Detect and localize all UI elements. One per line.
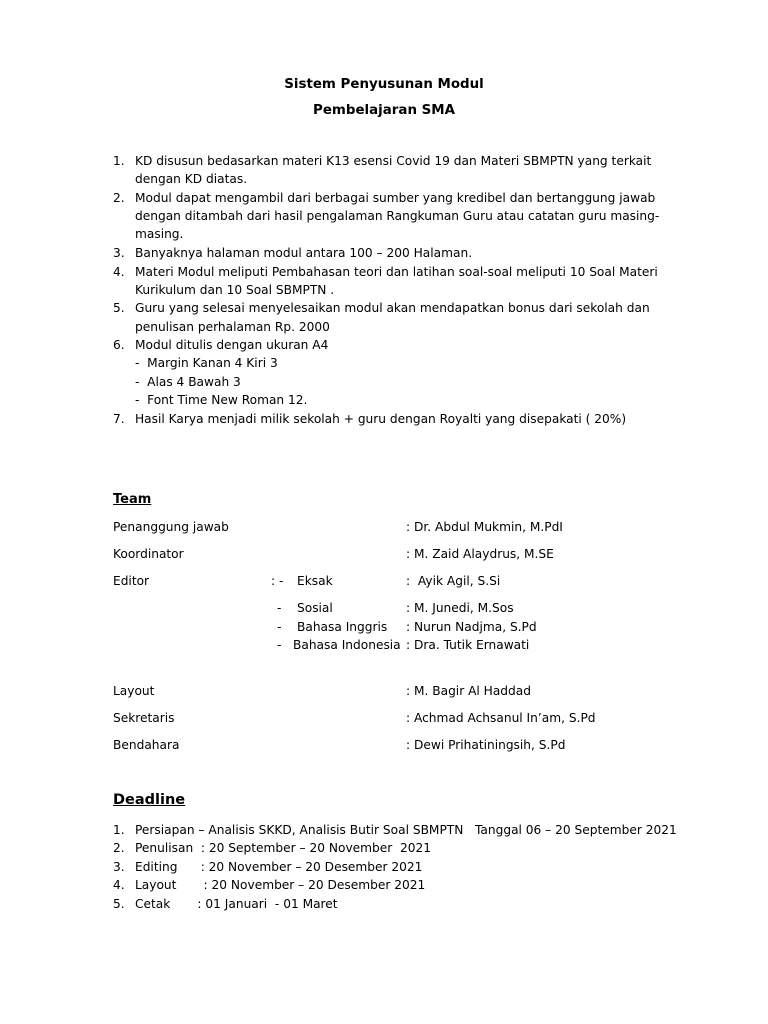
team-value: : M. Zaid Alaydrus, M.SE	[406, 547, 554, 561]
document-title-line-1: Sistem Penyusunan Modul	[284, 77, 484, 92]
deadline-item: Cetak : 01 Januari - 01 Maret	[135, 897, 338, 911]
team-value: : M. Junedi, M.Sos	[406, 601, 514, 615]
team-label: Layout	[113, 684, 155, 698]
deadline-number: 4.	[113, 878, 125, 892]
deadline-number: 3.	[113, 860, 125, 874]
team-value: : Dra. Tutik Ernawati	[406, 638, 530, 652]
deadline-number: 1.	[113, 823, 125, 837]
team-value: : Achmad Achsanul In’am, S.Pd	[406, 711, 596, 725]
rule-number: 6.	[113, 338, 125, 352]
editor-separator: : -	[271, 574, 284, 588]
rule-text: penulisan perhalaman Rp. 2000	[135, 320, 330, 334]
rule-number: 2.	[113, 191, 125, 205]
rule-text: Banyaknya halaman modul antara 100 – 200 Halaman.	[135, 246, 473, 260]
deadline-item: Penulisan : 20 September – 20 November 2021	[135, 841, 432, 855]
rule-text: Modul ditulis dengan ukuran A4	[135, 338, 329, 352]
rule-sub-item: - Margin Kanan 4 Kiri 3	[135, 356, 278, 370]
rule-text: dengan KD diatas.	[135, 172, 248, 186]
team-value: : Dewi Prihatiningsih, S.Pd	[406, 738, 566, 752]
editor-subgroup-dash: -	[277, 601, 282, 615]
team-label: Editor	[113, 574, 150, 588]
deadline-item: Persiapan – Analisis SKKD, Analisis Butir Soal SBMPTN Tanggal 06 – 20 September 2021	[135, 823, 677, 837]
editor-subgroup: Bahasa Inggris	[297, 620, 388, 634]
rule-text: Hasil Karya menjadi milik sekolah + guru dengan Royalti yang disepakati ( 20%)	[135, 412, 627, 426]
rule-text: Materi Modul meliputi Pembahasan teori dan latihan soal-soal meliputi 10 Soal Materi	[135, 265, 658, 279]
team-label: Sekretaris	[113, 711, 175, 725]
team-label: Bendahara	[113, 738, 180, 752]
deadline-number: 5.	[113, 897, 125, 911]
team-value: : M. Bagir Al Haddad	[406, 684, 531, 698]
rule-number: 1.	[113, 154, 125, 168]
editor-subgroup: Bahasa Indonesia	[293, 638, 401, 652]
editor-subgroup: Sosial	[297, 601, 333, 615]
rule-text: Kurikulum dan 10 Soal SBMPTN .	[135, 283, 335, 297]
team-value: : Dr. Abdul Mukmin, M.PdI	[406, 520, 563, 534]
rule-text: KD disusun bedasarkan materi K13 esensi Covid 19 dan Materi SBMPTN yang terkait	[135, 154, 652, 168]
team-heading: Team	[113, 492, 152, 507]
team-value: : Nurun Nadjma, S.Pd	[406, 620, 537, 634]
rule-text: masing.	[135, 227, 184, 241]
editor-subgroup: Eksak	[297, 574, 333, 588]
deadline-number: 2.	[113, 841, 125, 855]
rule-number: 7.	[113, 412, 125, 426]
deadline-heading: Deadline	[113, 792, 186, 808]
team-value: : Ayik Agil, S.Si	[406, 574, 501, 588]
editor-subgroup-dash: -	[277, 620, 282, 634]
rule-number: 5.	[113, 301, 125, 315]
team-label: Koordinator	[113, 547, 184, 561]
rule-text: dengan ditambah dari hasil pengalaman Rangkuman Guru atau catatan guru masing-	[135, 209, 660, 223]
rule-number: 4.	[113, 265, 125, 279]
rule-number: 3.	[113, 246, 125, 260]
deadline-item: Layout : 20 November – 20 Desember 2021	[135, 878, 426, 892]
rule-sub-item: - Alas 4 Bawah 3	[135, 375, 241, 389]
team-label: Penanggung jawab	[113, 520, 229, 534]
deadline-item: Editing : 20 November – 20 Desember 2021	[135, 860, 423, 874]
rule-sub-item: - Font Time New Roman 12.	[135, 393, 308, 407]
editor-subgroup-dash: -	[277, 638, 282, 652]
rule-text: Modul dapat mengambil dari berbagai sumber yang kredibel dan bertanggung jawab	[135, 191, 656, 205]
document-title-line-2: Pembelajaran SMA	[313, 103, 455, 118]
rule-text: Guru yang selesai menyelesaikan modul akan mendapatkan bonus dari sekolah dan	[135, 301, 650, 315]
